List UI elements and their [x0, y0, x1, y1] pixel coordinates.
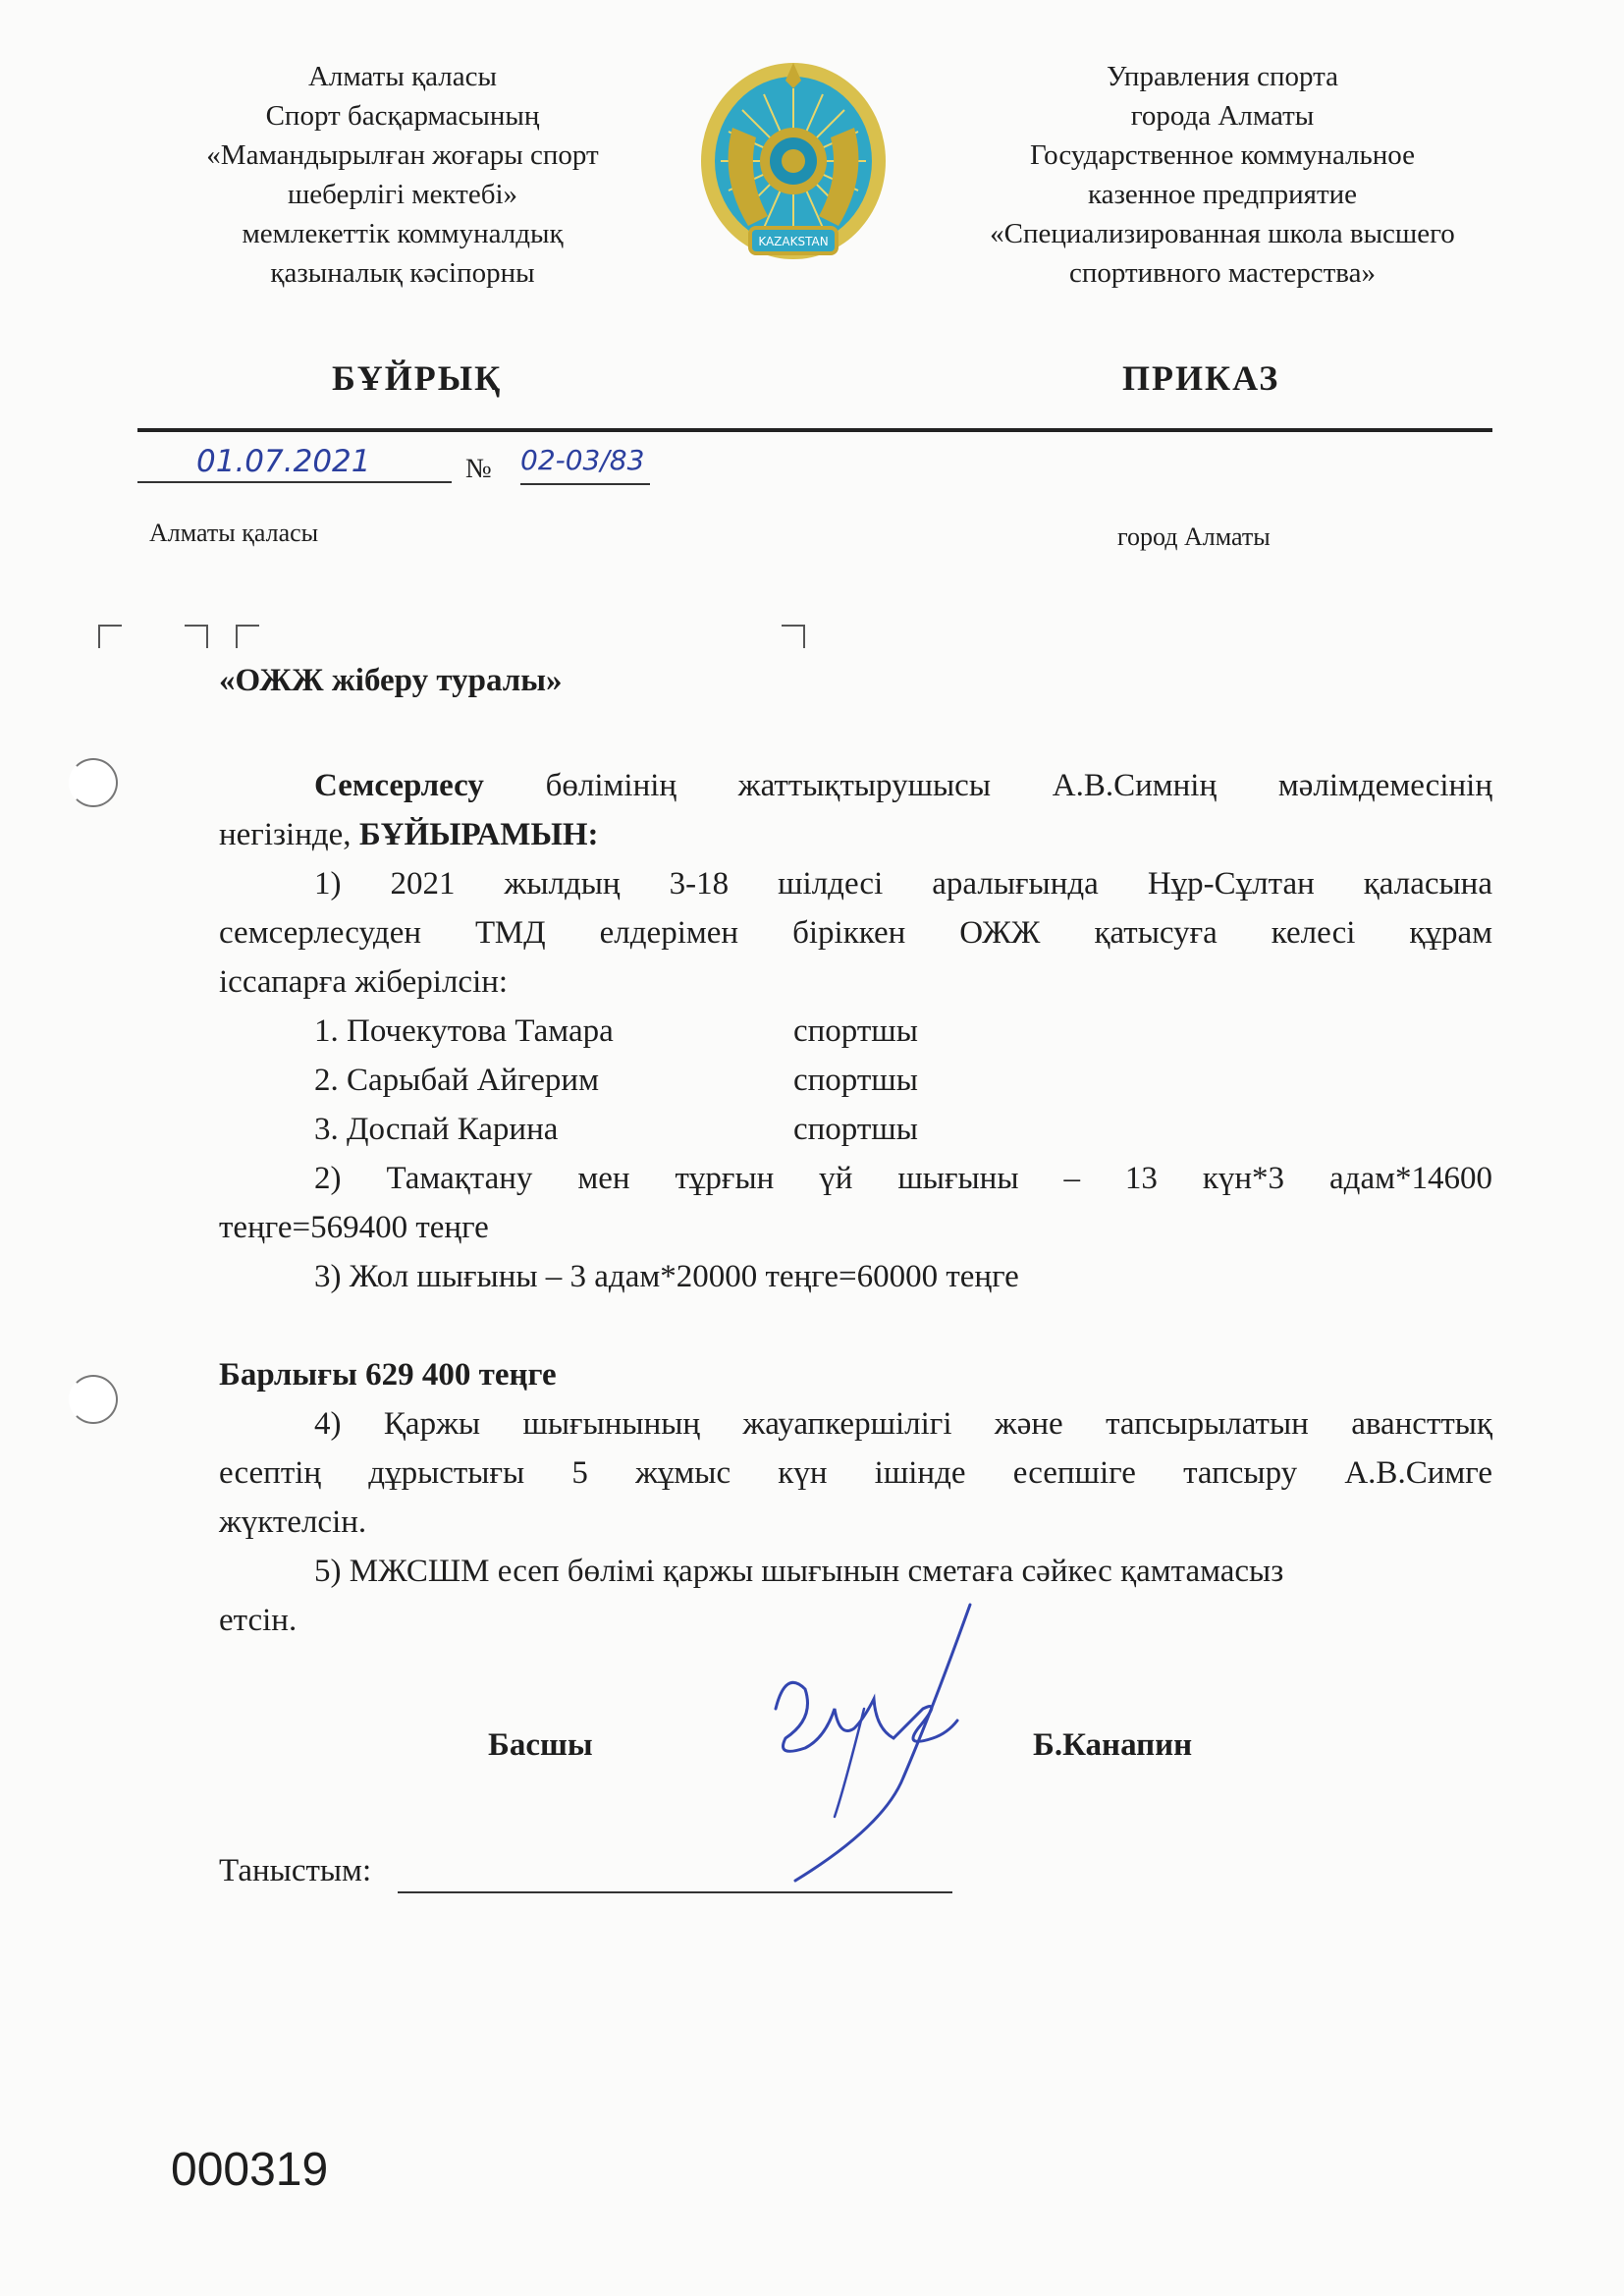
header-kazakh	[157, 57, 648, 293]
intro-decree-word: БҰЙЫРАМЫН:	[358, 817, 599, 852]
item2-line1: 2) Тамақтану мен тұрғын үй шығыны – 13 күн*3 адам*14600	[314, 1161, 1492, 1196]
place-kazakh: Алматы қаласы	[149, 519, 319, 547]
header-kk-line: шеберлігі мектебі»	[287, 179, 518, 210]
spacer	[219, 1301, 1492, 1350]
signature-role: Басшы	[488, 1727, 593, 1763]
intro-line2-text: негізінде,	[219, 817, 359, 852]
athlete-role: спортшы	[793, 1112, 918, 1147]
athlete-row	[219, 1056, 1492, 1105]
header-kk-line: «Мамандырылған жоғары спорт	[206, 139, 599, 171]
item4-line2: есептің дұрыстығы 5 жұмыс күн ішінде есепшіге тапсыру А.В.Симге	[219, 1455, 1492, 1491]
item1-line1: 1) 2021 жылдың 3-18 шілдесі аралығында Нұр-Сұлтан қаласына	[314, 866, 1492, 902]
intro-line1-rest: бөлімінің жаттықтырушысы А.В.Симнің мәлімдемесінің	[483, 768, 1492, 803]
header-ru-line: казенное предприятие	[1087, 179, 1358, 210]
order-number: 02-03/83	[520, 444, 650, 485]
item1-line3: іссапарға жіберілсін:	[219, 964, 509, 1000]
binder-hole	[69, 1375, 118, 1424]
order-date: 01.07.2021	[137, 444, 452, 483]
emblem-graphic	[699, 59, 888, 269]
item3: 3) Жол шығыны – 3 адам*20000 теңге=60000 теңге	[314, 1259, 1019, 1294]
title-kazakh: БҰЙРЫҚ	[332, 358, 503, 398]
intro-bold-start: Семсерлесу	[314, 768, 484, 803]
number-sign: №	[465, 454, 492, 484]
header-ru-line: Государственное коммунальное	[1029, 139, 1416, 171]
athlete-name: 2. Сарыбай Айгерим	[314, 1063, 599, 1098]
binder-hole	[69, 758, 118, 807]
corner-mark	[185, 625, 208, 648]
familiarized-label: Таныстым:	[219, 1853, 372, 1888]
header-kk-line: Алматы қаласы	[307, 61, 497, 92]
document-number: 000319	[171, 2144, 329, 2196]
header-ru-line: города Алматы	[1130, 100, 1315, 132]
corner-mark	[782, 625, 805, 648]
athlete-role: спортшы	[793, 1013, 918, 1049]
header-divider	[137, 428, 1492, 432]
header-ru-line: спортивного мастерства»	[1068, 257, 1376, 289]
corner-mark	[98, 625, 122, 648]
item5-line1: 5) МЖСШМ есеп бөлімі қаржы шығынын сметаға сәйкес қамтамасыз	[314, 1554, 1284, 1589]
item1-line2: семсерлесуден ТМД елдерімен біріккен ОЖЖ қатысуға келесі құрам	[219, 915, 1492, 951]
place-russian: город Алматы	[1117, 522, 1271, 551]
order-subject: «ОЖЖ жіберу туралы»	[219, 663, 563, 698]
item4-line3: жүктелсін.	[219, 1504, 367, 1540]
header-kk-line: Спорт басқармасының	[265, 100, 540, 132]
header-kk-line: қазыналық кәсіпорны	[270, 257, 535, 289]
item2-line2: теңге=569400 теңге	[219, 1210, 489, 1245]
handwritten-signature	[746, 1591, 1001, 1890]
header-kk-line: мемлекеттік коммуналдық	[242, 218, 564, 249]
athlete-role: спортшы	[793, 1063, 918, 1098]
order-body	[219, 761, 1492, 1645]
signature-name: Б.Канапин	[1033, 1727, 1193, 1763]
athlete-row	[219, 1105, 1492, 1154]
signature-graphic	[746, 1591, 1001, 1886]
state-emblem	[699, 59, 888, 269]
item5-line2: етсін.	[219, 1603, 298, 1638]
familiarized-line	[398, 1891, 952, 1893]
header-russian	[918, 57, 1527, 293]
title-russian: ПРИКАЗ	[1122, 358, 1280, 398]
emblem-text: KAZAKSTAN	[758, 235, 829, 248]
item4-line1: 4) Қаржы шығынының жауапкершілігі және тапсырылатын авансттық	[314, 1406, 1492, 1442]
header-ru-line: «Специализированная школа высшего	[990, 218, 1455, 249]
athlete-name: 3. Доспай Карина	[314, 1112, 559, 1147]
intro-line-1	[219, 761, 1492, 810]
total-amount: Барлығы 629 400 теңге	[219, 1357, 557, 1393]
intro-line-2	[219, 810, 1492, 859]
corner-mark	[236, 625, 259, 648]
athlete-row	[219, 1007, 1492, 1056]
header-ru-line: Управления спорта	[1106, 61, 1339, 92]
athlete-name: 1. Почекутова Тамара	[314, 1013, 614, 1049]
